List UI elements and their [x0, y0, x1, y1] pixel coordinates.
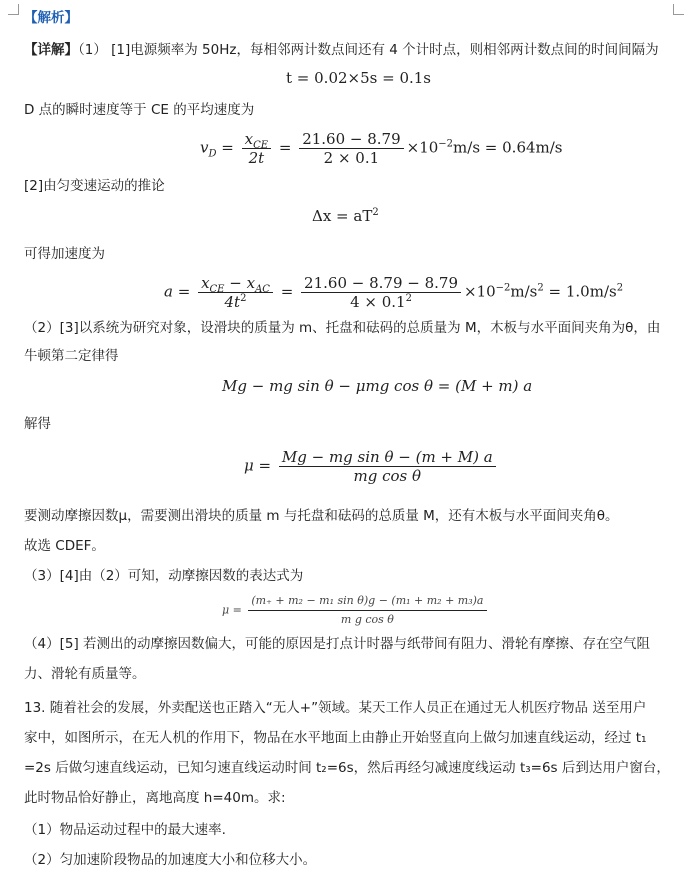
- line-2: D 点的瞬时速度等于 CE 的平均速度为: [24, 102, 255, 118]
- corner-mark-right: [673, 4, 684, 15]
- equation-delta-x: $\Delta x = aT^2$: [312, 207, 379, 225]
- equation-mu-solution: μ = $\frac{\text{Mg − mg sin θ − (m + M) a}}{\text{mg cos θ}}$: [244, 448, 499, 485]
- equation-newton-second-law: Mg − mg sin θ − μmg cos θ = (M + m) a: [222, 377, 533, 395]
- equation-time-interval: t = 0.02×5s = 0.1s: [286, 69, 431, 87]
- question-13-line-4: 此时物品恰好静止，离地高度 h=40m。求:: [24, 790, 286, 806]
- line-6: 牛顿第二定律得: [24, 348, 119, 364]
- line-9: 故选 CDEF。: [24, 538, 105, 554]
- equation-acceleration: a = $\frac{x_{CE} - x_{AC}}{4t^2}$ = $\frac{21.60 - 8.79 - 8.79}{4 \times 0.1^2}$ $\times 10^{-2}m/s^2 = 1.0m/s^2$: [164, 274, 624, 311]
- question-13-line-1: 13. 随着社会的发展，外卖配送也正踏入“无人+”领域。某天工作人员正在通过无人机医疗物品 送至用户: [24, 700, 647, 716]
- line-8: 要测动摩擦因数μ，需要测出滑块的质量 m 与托盘和砝码的总质量 M，还有木板与水平面间夹角θ。: [24, 508, 619, 524]
- line-12: 力、滑轮有质量等。: [24, 666, 146, 682]
- line-1: （1） [1]电源频率为 50Hz，每相邻两计数点间还有 4 个计时点，则相邻两计数点间的时间间隔为: [78, 42, 659, 58]
- line-3: [2]由匀变速运动的推论: [24, 178, 165, 194]
- line-7: 解得: [24, 416, 51, 432]
- question-13-part-1: （1）物品运动过程中的最大速率.: [24, 822, 226, 838]
- corner-mark-left: [8, 4, 19, 15]
- analysis-heading: 【解析】: [24, 10, 78, 26]
- detail-tag: 【详解】: [24, 42, 78, 58]
- equation-velocity-d: $v_D$ = $\frac{x_{CE}}{2t}$ = $\frac{21.60 - 8.79}{2 \times 0.1}$ $\times 10^{-2}m/s = 0.64m/s$: [200, 130, 563, 167]
- line-4: 可得加速度为: [24, 246, 105, 262]
- question-13-line-3: =2s 后做匀速直线运动，已知匀速直线运动时间 t₂=6s，然后再经匀减速度线运动 t₃=6s 后到达用户窗台，: [24, 760, 670, 776]
- question-13-part-2: （2）匀加速阶段物品的加速度大小和位移大小。: [24, 852, 317, 868]
- equation-mu-expression: μ = $\frac{\text{(m₊ + m₂ − m₁ sin θ)g − (m₁ + m₂ + m₃)a}}{\text{m g cos θ}}$: [222, 592, 490, 629]
- paragraph-1: [24, 40, 659, 60]
- line-11: （4）[5] 若测出的动摩擦因数偏大，可能的原因是打点计时器与纸带间有阻力、滑轮有摩擦、存在空气阻: [24, 636, 651, 652]
- question-13-line-2: 家中，如图所示，在无人机的作用下，物品在水平地面上由静止开始竖直向上做匀加速直线运动，经过 t₁: [24, 730, 647, 746]
- line-10: （3）[4]由（2）可知，动摩擦因数的表达式为: [24, 568, 304, 584]
- line-5: （2）[3]以系统为研究对象，设滑块的质量为 m、托盘和砝码的总质量为 M，木板与水平面间夹角为θ，由: [24, 320, 661, 336]
